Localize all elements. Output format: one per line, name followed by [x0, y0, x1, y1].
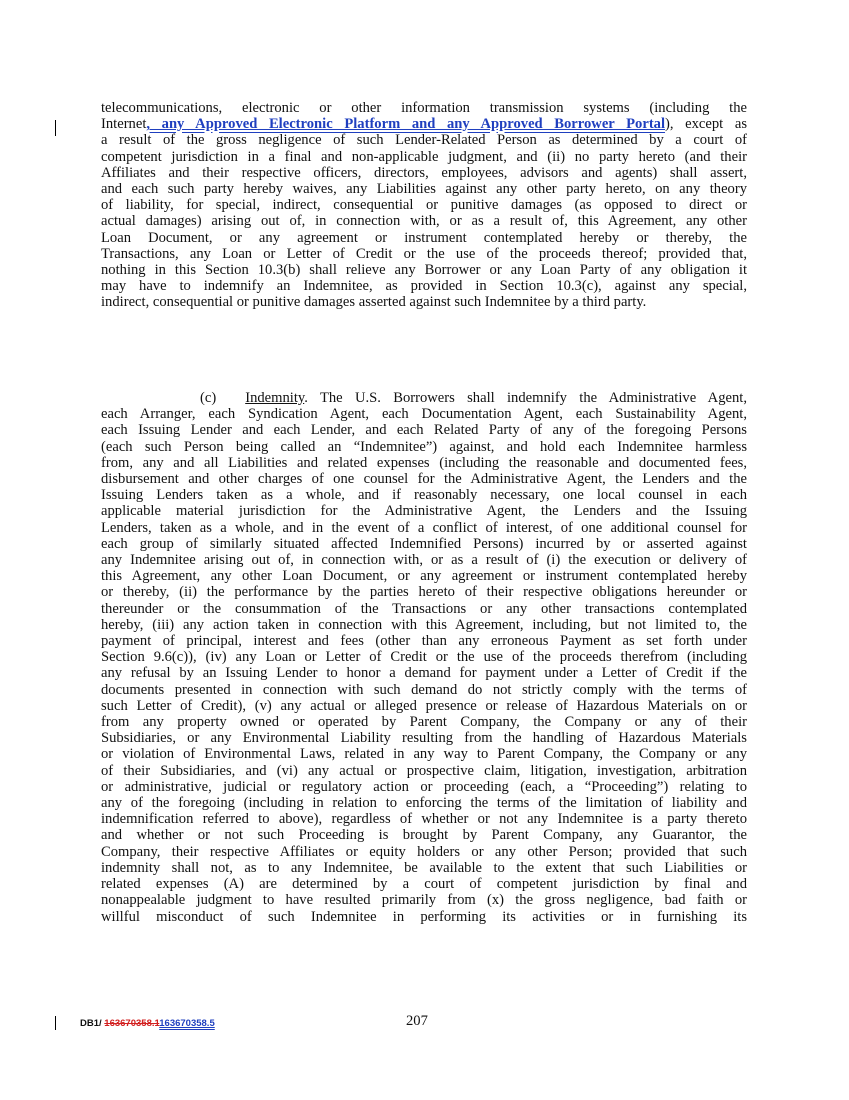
- text-line: indemnity shall not, as to any Indemnitee, be available to the extent that such Liabilities or: [101, 859, 747, 876]
- text-line: this Agreement, any other Loan Document, or any agreement or instrument contemplated hereby: [101, 568, 747, 585]
- text-line: or violation of Environmental Laws, related in any way to Parent Company, the Company or any: [101, 746, 747, 763]
- text-line: hereby, (iii) any action taken in connection with this Agreement, including, but not limited to, the: [101, 616, 747, 633]
- text-line: documents presented in connection with such demand do not strictly comply with the terms of: [101, 681, 747, 698]
- text-line: [101, 262, 747, 278]
- text-line: [101, 197, 747, 213]
- paragraph-b-continuation: [101, 100, 747, 311]
- text-line: [101, 100, 747, 116]
- paragraph-c-label: (c): [200, 390, 217, 406]
- text-line: disbursement and other charges of one counsel for the Administrative Agent, the Lenders and the: [101, 471, 747, 488]
- text-line: [101, 165, 747, 181]
- text-line: [101, 213, 747, 229]
- text-line: each Arranger, each Syndication Agent, each Documentation Agent, each Sustainability Agent,: [101, 406, 747, 423]
- text-run: of liability, for special, indirect, consequential or punitive damages (as opposed to direct or: [101, 197, 747, 214]
- text-line: [101, 132, 747, 148]
- paragraph-c: [101, 390, 747, 925]
- paragraph-c-heading: Indemnity: [245, 390, 305, 406]
- text-run: Transactions, any Loan or Letter of Credit or the use of the proceeds thereof; provided that,: [101, 245, 747, 262]
- text-line: indemnification referred to above), regardless of whether or not any Indemnitee is a party thereto: [101, 811, 747, 828]
- text-line: Issuing Lenders taken as a whole, and if reasonably necessary, one local counsel in each: [101, 487, 747, 504]
- text-line: Company, their respective Affiliates or equity holders or any other Person; provided that such: [101, 843, 747, 860]
- text-line: Subsidiaries, or any Environmental Liability resulting from the handling of Hazardous Materials: [101, 730, 747, 747]
- text-line: any Indemnitee arising out of, in connection with, or as a result of (i) the execution or delivery of: [101, 552, 747, 569]
- text-run: Loan Document, or any agreement or instrument contemplated hereby or thereby, the: [101, 229, 747, 246]
- text-line: or administrative, judicial or regulatory action or proceeding (each, a “Proceeding”) relating to: [101, 778, 747, 795]
- footer-change-bar: [55, 1016, 56, 1030]
- text-run: a result of the gross negligence of such Lender-Related Person as determined by a court of: [101, 132, 747, 149]
- text-line: [101, 246, 747, 262]
- text-line: or thereby, (ii) the performance by the parties hereto of their respective obligations hereunder or: [101, 584, 747, 601]
- inserted-text: , any Approved Electronic Platform and any Approved Borrower Portal: [146, 116, 666, 133]
- text-line: from any property owned or operated by Parent Company, the Company or any of their: [101, 714, 747, 731]
- text-line: related expenses (A) are determined by a court of competent jurisdiction by final and: [101, 876, 747, 893]
- text-line: nonappealable judgment to have resulted primarily from (x) the gross negligence, bad faith or: [101, 892, 747, 909]
- text-run: indirect, consequential or punitive damages asserted against such Indemnitee by a third party.: [101, 294, 647, 311]
- text-line: (each such Person being called an “Indemnitee”) against, and hold each Indemnitee harmless: [101, 438, 747, 455]
- text-run: ), except as: [665, 116, 747, 133]
- text-line: any refusal by an Issuing Lender to honor a demand for payment under a Letter of Credit if the: [101, 665, 747, 682]
- text-line: Lenders, taken as a whole, and in the event of a conflict of interest, of one additional counsel for: [101, 519, 747, 536]
- document-id: [80, 1018, 215, 1029]
- text-line: from, any and all Liabilities and related expenses (including the reasonable and documented fees,: [101, 454, 747, 471]
- page-number: 207: [406, 1013, 428, 1029]
- text-line: applicable material jurisdiction for the Administrative Agent, the Lenders and the Issuing: [101, 503, 747, 520]
- text-run: telecommunications, electronic or other information transmission systems (including the: [101, 100, 747, 116]
- text-line: [101, 149, 747, 165]
- text-line: thereunder or the consummation of the Transactions or any other transactions contemplated: [101, 600, 747, 617]
- text-line: each Issuing Lender and each Lender, and each Related Party of any of the foregoing Persons: [101, 422, 747, 439]
- document-id-prefix: DB1/: [80, 1018, 105, 1029]
- text-run: nothing in this Section 10.3(b) shall relieve any Borrower or any Loan Party of any obligation it: [101, 262, 747, 279]
- text-run: Internet: [101, 116, 147, 133]
- text-line: such Letter of Credit), (v) any actual or alleged presence or release of Hazardous Materials on or: [101, 697, 747, 714]
- text-line: payment of principal, interest and fees (other than any erroneous Payment as set forth under: [101, 633, 747, 650]
- text-run: actual damages) arising out of, in connection with, or as a result of, this Agreement, any other: [101, 213, 747, 230]
- text-line: of their Subsidiaries, and (vi) any actual or prospective claim, litigation, investigation, arbitration: [101, 762, 747, 779]
- text-line: [101, 181, 747, 197]
- text-run: Affiliates and their respective officers, directors, employees, advisors and agents) shall assert,: [101, 164, 747, 181]
- text-line: willful misconduct of such Indemnitee in performing its activities or in furnishing its: [101, 908, 747, 925]
- text-line: Section 9.6(c)), (iv) any Loan or Letter of Credit or the use of the proceeds therefrom (including: [101, 649, 747, 666]
- deleted-document-id: 163670358.1: [104, 1018, 160, 1029]
- text-line: [101, 278, 747, 294]
- text-line: each group of similarly situated affected Indemnified Persons) incurred by or asserted against: [101, 535, 747, 552]
- text-line: [101, 116, 747, 132]
- paragraph-c-first-line-rest: . The U.S. Borrowers shall indemnify the Administrative Agent,: [304, 390, 747, 406]
- text-line: [101, 294, 747, 310]
- text-line: any of the foregoing (including in relation to enforcing the terms of the limitation of liability and: [101, 795, 747, 812]
- text-run: and each such party hereby waives, any Liabilities against any other party hereto, on any theory: [101, 181, 747, 198]
- change-bar: [55, 120, 56, 136]
- text-run: competent jurisdiction in a final and non-applicable judgment, and (ii) no party hereto (and their: [101, 148, 747, 165]
- text-line: [101, 230, 747, 246]
- text-run: may have to indemnify an Indemnitee, as provided in Section 10.3(c), against any special,: [101, 278, 747, 295]
- inserted-document-id: 163670358.5: [159, 1018, 215, 1029]
- text-line: and whether or not such Proceeding is brought by Parent Company, any Guarantor, the: [101, 827, 747, 844]
- paragraph-c-first-line: [101, 390, 747, 406]
